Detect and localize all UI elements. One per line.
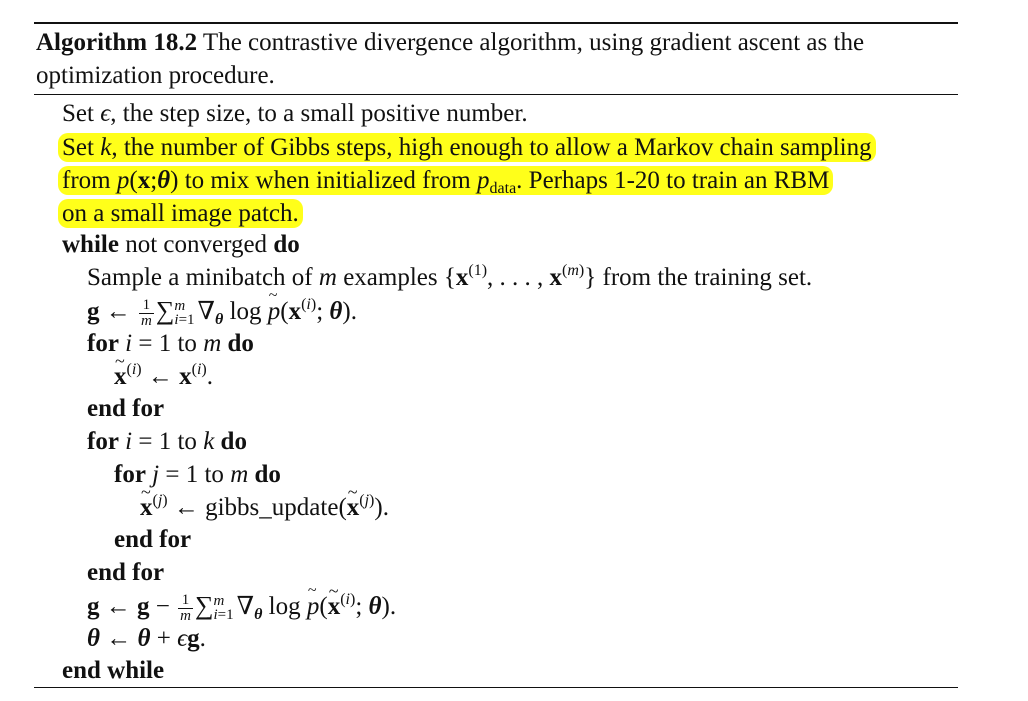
algorithm-caption	[36, 26, 960, 92]
algo-line-sample: Sample a minibatch of m examples {$x^{(1)}$, . . . , $x^{(m)}$} from the training set.	[87, 262, 813, 291]
algo-line-for-j: for j = 1 to m do	[114, 461, 281, 488]
algo-line-endfor-3: end for	[87, 559, 165, 586]
top-rule	[34, 22, 958, 24]
algo-line-mix	[62, 166, 833, 196]
bottom-rule	[34, 687, 958, 688]
algo-line-endfor-2: end for	[114, 526, 192, 553]
algo-line-while: while not converged do	[62, 231, 300, 258]
algo-line-endwhile: end while	[62, 657, 165, 684]
algo-line-gradient-negative: g ← g − $\frac{1}{m}$ ∑ m i=1 $\nabla_\theta$ log ~ p(~ $x^{(i)}$; θ).	[87, 591, 396, 624]
algo-line-gibbs-steps	[62, 133, 876, 163]
algo-line-endfor-1: end for	[87, 395, 165, 422]
algo-line-gibbs-update: ~ $x^{(j)}$ ← gibbs_update(~ $x^{(j)}$).	[140, 493, 389, 523]
algo-line-gradient-positive: g ← $\frac{1}{m}$ ∑ m i=1 $\nabla_\theta$ log ~ $p(x^{(i)}$; θ).	[87, 296, 357, 329]
highlight: from p(x;θ) to mix when initialized from $p_{data}$. Perhaps 1-20 to train an RBM	[58, 166, 833, 195]
algo-line-copy: ~ $x^{(i)}$ ← $x^{(i)}$.	[114, 362, 213, 392]
highlight: Set k, the number of Gibbs steps, high enough to allow a Markov chain sampling	[58, 133, 876, 162]
algorithm-title: The contrastive divergence algorithm, using gradient ascent as the optimization procedure.	[36, 29, 865, 89]
algo-line-for-gibbs: for i = 1 to k do	[87, 428, 247, 455]
algorithm-label: Algorithm 18.2	[36, 29, 198, 56]
highlight: on a small image patch.	[58, 199, 303, 228]
algo-line-patch	[62, 199, 303, 229]
algo-line-stepsize: Set ϵ, the step size, to a small positive number.	[62, 100, 528, 127]
algo-line-for-copy: for i = 1 to m do	[87, 330, 254, 357]
algo-line-theta-update: θ ← θ + ϵg.	[87, 625, 206, 652]
caption-rule	[34, 94, 958, 95]
